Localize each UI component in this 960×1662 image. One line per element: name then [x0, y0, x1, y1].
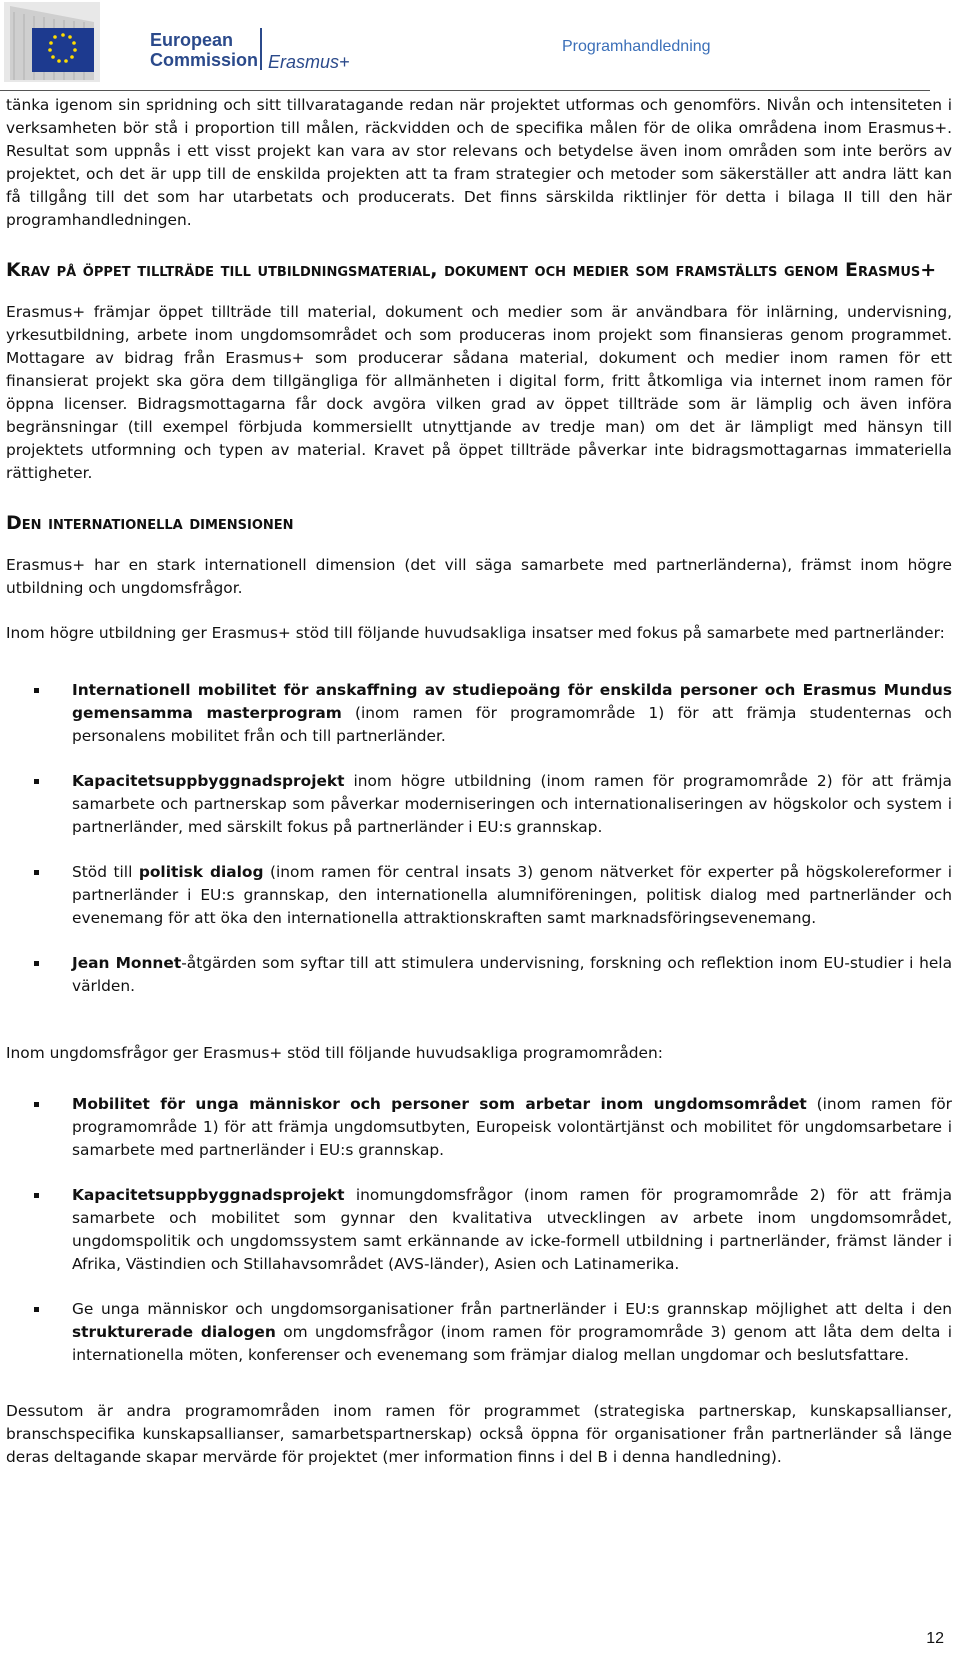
list-item: Kapacitetsuppbyggnadsprojekt inomungdomsfrågor (inom ramen för programområde 2) för att främja samarbete och mobilitet som gynnar den kvalitativa utvecklingen av arbete inom ungdomsområdet, ungdomspolitik och ungdomssystem samt erkännande av icke-formell utbildning i partnerländer, främst länder i Afrika, Västindien och Stillahavsområdet (AVS-länder), Asien och Latinamerika. — [6, 1184, 952, 1276]
page-content — [6, 94, 952, 1469]
heading-international-dimension: Den internationella dimensionen — [6, 512, 294, 534]
list-item: Mobilitet för unga människor och personer som arbetar inom ungdomsområdet (inom ramen för programområde 1) för att främja ungdomsutbyten, Europeisk volontärtjänst och mobilitet för ungdomsarbetare i samarbete med partnerländer i EU:s grannskap. — [6, 1093, 952, 1162]
paragraph-youth: Inom ungdomsfrågor ger Erasmus+ stöd till följande huvudsakliga programområden: — [6, 1044, 663, 1062]
header-rule — [0, 90, 930, 91]
ec-line2: Commission — [150, 50, 259, 70]
list-item: Kapacitetsuppbyggnadsprojekt inom högre utbildning (inom ramen för programområde 2) för att främja samarbete och partnerskap som påverkar moderniseringen och internationaliseringen av högskolor och system i partnerländer, med särskilt fokus på partnerländer i EU:s grannskap. — [6, 770, 952, 839]
paragraph-open-access: Erasmus+ främjar öppet tillträde till material, dokument och medier som är användbara för inlärning, undervisning, yrkesutbildning, arbete inom ungdomsområdet och som produceras inom projekt som finansieras genom programmet. Mottagare av bidrag från Erasmus+ som producerar sådana material, dokument och medier inom ramen för ett finansierat projekt ska göra dem tillgängliga för allmänheten i digital form, fritt åtkomliga via internet inom ramen för öppna licenser. Bidragsmottagarna får dock avgöra vilken grad av öppet tillträde som är lämplig och även införa begränsningar (till exempel förbjuda kommersiellt utnyttjande av tredje man) om det är lämpligt med hänsyn till projektets utformning och typen av material. Kravet på öppet tillträde påverkar inte bidragsmottagarnas immateriella rättigheter. — [6, 303, 952, 482]
page-number: 12 — [926, 1630, 944, 1647]
erasmus-logo: Erasmus+ — [268, 52, 350, 72]
paragraph-dissemination: tänka igenom sin spridning och sitt tillvaratagande redan när projektet utformas och genomförs. Nivån och intensiteten i verksamheten bör stå i proportion till målen, räckvidden och de specifika målen för de olika områdena inom Erasmus+. Resultat som uppnås i ett visst projekt kan vara av stor relevans och betydelse även inom områden som inte berörs av projektet, och det är upp till de enskilda projekten att ta fram strategier och metoder som säkerställer att andra lätt kan få tillgång till det som har utarbetats och producerats. Det finns särskilda riktlinjer för detta i bilaga II till den här programhandledningen. — [6, 96, 952, 229]
commission-name — [150, 30, 258, 70]
list-item: Jean Monnet-åtgärden som syftar till att stimulera undervisning, forskning och reflektion inom EU-studier i hela världen. — [6, 952, 952, 998]
list-item: Internationell mobilitet för anskaffning av studiepoäng för enskilda personer och Erasmus Mundus gemensamma masterprogram (inom ramen för programområde 1) för att främja studenternas och personalens mobilitet från och till partnerländer. — [6, 679, 952, 748]
page-header — [0, 0, 960, 90]
commission-building-logo — [4, 2, 100, 82]
higher-education-list — [6, 679, 952, 998]
logo-divider — [260, 28, 262, 70]
paragraph-higher-education: Inom högre utbildning ger Erasmus+ stöd till följande huvudsakliga insatser med fokus på samarbete med partnerländer: — [6, 624, 945, 642]
ec-line1: European — [150, 30, 234, 50]
header-title: Programhandledning — [562, 38, 711, 55]
list-item: Stöd till politisk dialog (inom ramen för central insats 3) genom nätverket för experter på högskolereformer i partnerländer i EU:s grannskap, den internationella alumniföreningen, politisk dialog med partnerländer och evenemang för att öka den internationella attraktionskraften samt marknadsföringsevenemang. — [6, 861, 952, 930]
list-item: Ge unga människor och ungdomsorganisationer från partnerländer i EU:s grannskap möjlighet att delta i den strukturerade dialogen om ungdomsfrågor (inom ramen för programområde 3) genom att låta dem delta i internationella möten, konferenser och evenemang som främjar dialog mellan ungdomar och beslutsfattare. — [6, 1298, 952, 1367]
paragraph-other-actions: Dessutom är andra programområden inom ramen för programmet (strategiska partnerskap, kunskapsallianser, branschspecifika kunskapsallianser, samarbetspartnerskap) också öppna för organisationer från partnerländer så länge deras deltagande skapar mervärde för projektet (mer information finns i del B i denna handledning). — [6, 1402, 952, 1466]
heading-open-access: Krav på öppet tillträde till utbildningsmaterial, dokument och medier som framställts genom Erasmus+ — [6, 259, 937, 281]
paragraph-international: Erasmus+ har en stark internationell dimension (det vill säga samarbete med partnerländerna), främst inom högre utbildning och ungdomsfrågor. — [6, 556, 952, 597]
youth-list — [6, 1093, 952, 1367]
